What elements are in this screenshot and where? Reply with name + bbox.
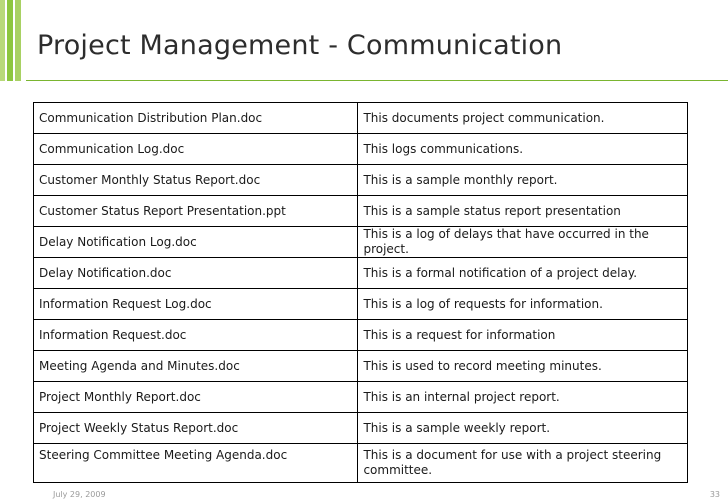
description-cell: This is a sample weekly report. [358, 413, 688, 444]
description-cell: This is a formal notification of a project delay. [358, 258, 688, 289]
description-cell: This is a sample monthly report. [358, 165, 688, 196]
table-row [34, 258, 688, 289]
accent-bar [0, 0, 21, 81]
file-name-cell: Steering Committee Meeting Agenda.doc [34, 444, 358, 483]
description-cell: This is used to record meeting minutes. [358, 351, 688, 382]
file-name-cell: Customer Monthly Status Report.doc [34, 165, 358, 196]
table-row [34, 444, 688, 483]
file-name-cell: Project Monthly Report.doc [34, 382, 358, 413]
description-cell: This documents project communication. [358, 103, 688, 134]
title-divider [26, 80, 728, 81]
table-row [34, 320, 688, 351]
table-row [34, 134, 688, 165]
file-name-cell: Information Request Log.doc [34, 289, 358, 320]
description-cell: This is a request for information [358, 320, 688, 351]
description-cell: This is a log of requests for information. [358, 289, 688, 320]
description-cell: This is an internal project report. [358, 382, 688, 413]
footer-date: July 29, 2009 [53, 490, 106, 499]
file-name-cell: Project Weekly Status Report.doc [34, 413, 358, 444]
table-row [34, 165, 688, 196]
file-name-cell: Information Request.doc [34, 320, 358, 351]
table-row [34, 351, 688, 382]
file-name-cell: Customer Status Report Presentation.ppt [34, 196, 358, 227]
description-cell: This is a log of delays that have occurred in the project. [358, 227, 688, 258]
file-name-cell: Meeting Agenda and Minutes.doc [34, 351, 358, 382]
file-name-cell: Delay Notification Log.doc [34, 227, 358, 258]
description-cell: This logs communications. [358, 134, 688, 165]
table-row [34, 289, 688, 320]
file-name-cell: Communication Distribution Plan.doc [34, 103, 358, 134]
table-row [34, 196, 688, 227]
document-table [33, 102, 688, 483]
file-name-cell: Delay Notification.doc [34, 258, 358, 289]
page-number: 33 [709, 490, 720, 499]
table-row [34, 103, 688, 134]
table-row [34, 413, 688, 444]
description-cell: This is a document for use with a project steering committee. [358, 444, 688, 483]
file-name-cell: Communication Log.doc [34, 134, 358, 165]
description-cell: This is a sample status report presentation [358, 196, 688, 227]
slide-title: Project Management - Communication [37, 30, 563, 61]
table-row [34, 227, 688, 258]
table-row [34, 382, 688, 413]
